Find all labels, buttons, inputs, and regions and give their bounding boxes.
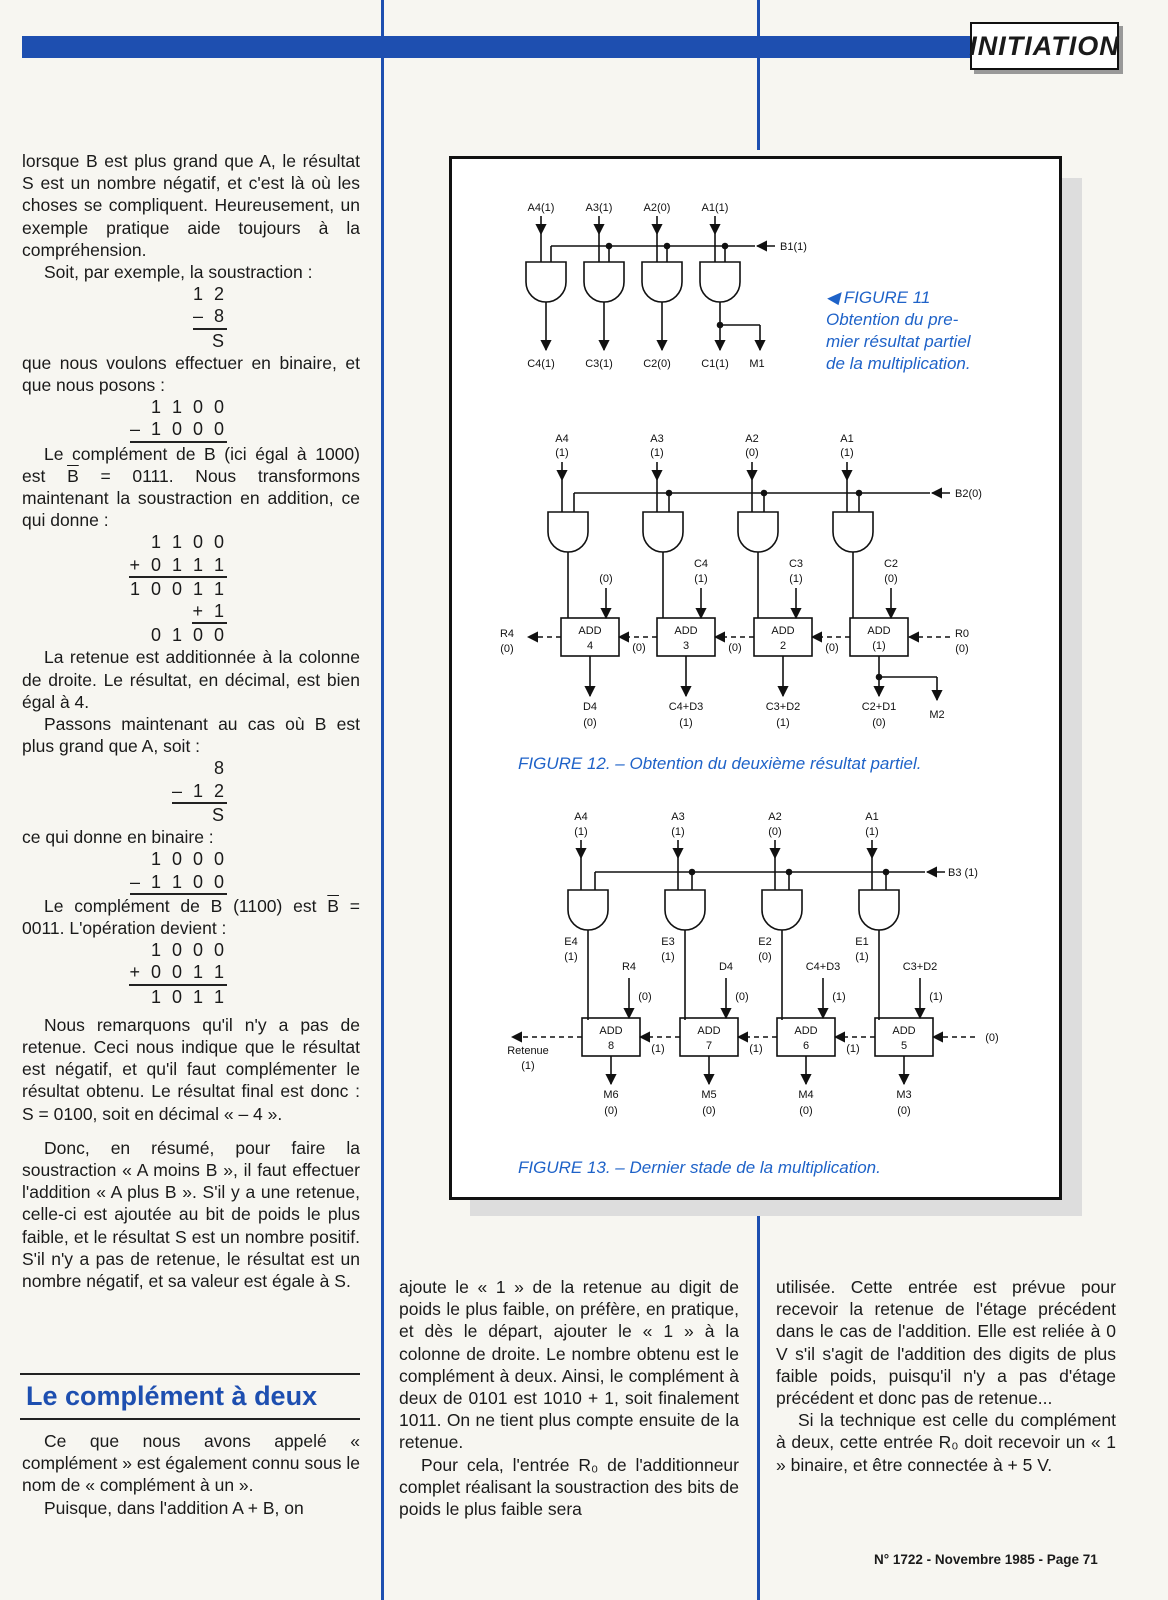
junction: [787, 870, 792, 875]
calculation-2: 1 1 0 0 – 1 0 0 0: [22, 396, 360, 442]
input-label: A4: [574, 811, 588, 823]
paragraph: Soit, par exemple, la soustraction :: [44, 262, 313, 283]
adder-label: (1): [872, 640, 886, 652]
adder-label: ADD: [599, 1025, 623, 1037]
output-label: (0): [604, 1105, 618, 1117]
calculation-6: 1 0 0 0 + 0 0 1 1 1 0 1 1: [129, 940, 227, 1007]
carry-label: C3: [788, 558, 804, 570]
input-label: A3: [650, 433, 664, 445]
paragraph: Pour cela, l'entrée R₀ de l'additionneur complet réalisant la soustraction des bits de poids le plus faible sera: [399, 1454, 739, 1520]
junction: [607, 244, 612, 249]
input-label: (0): [745, 447, 759, 459]
side-input-label: D4: [718, 961, 734, 973]
carry-label: (1): [789, 573, 803, 585]
output-label: C2(0): [643, 358, 671, 370]
paragraph: Passons maintenant au cas où B est plus grand que A, soit :: [22, 714, 360, 757]
side-input-label: C3+D2: [902, 961, 938, 973]
paragraph: Donc, en résumé, pour faire la soustraction « A moins B », il faut effectuer l'addition « A plus B ». S'il y a une retenue, celle-ci est ajoutée au bit de poids le plus faible, et le résultat S est un nombre positif. S'il n'y a pas de retenue, le résultat est un nombre négatif, et sa valeur est égale à S.: [22, 1137, 360, 1291]
and-gate: [700, 262, 740, 302]
carry-label: (0): [825, 642, 839, 654]
b-input-label: B3 (1): [948, 867, 978, 879]
adder-label: 2: [779, 640, 787, 652]
paragraph: Le complément de B (ici égal à 1000) est $\overline{B} = 0111$. Nous transformons maintenant la soustraction en addition, ce qui donne :: [22, 443, 360, 531]
m-output-label: M1: [749, 358, 765, 370]
input-label: (1): [840, 447, 854, 459]
figure-11-caption: ◀ FIGURE 11 Obtention du pre- mier résultat partiel de la multiplication.: [826, 288, 971, 373]
input-label: A2(0): [643, 202, 671, 214]
paragraph: lorsque B est plus grand que A, le résultat S est un nombre négatif, et c'est là où les choses se compliquent. Heureusement, un exemple pratique aide toujours à la compréhension.: [22, 151, 360, 260]
adder-label: 6: [802, 1040, 810, 1052]
e-label: (0): [758, 951, 772, 963]
figure-11-diagram: [526, 202, 807, 370]
side-input-label: (0): [735, 991, 749, 1003]
adder-label: 4: [586, 640, 594, 652]
junction: [723, 244, 728, 249]
output-label: (0): [702, 1105, 716, 1117]
carry-label: (0): [632, 642, 646, 654]
calculation-4: 8 – 1 2 S: [171, 758, 227, 825]
and-gate: [738, 512, 778, 552]
paragraph: que nous voulons effectuer en binaire, et que nous posons :: [22, 352, 360, 396]
output-label: (0): [897, 1105, 911, 1117]
e-label: E2: [758, 936, 772, 948]
junction: [884, 870, 889, 875]
adder-label: ADD: [867, 625, 891, 637]
calculation-3: 1 1 0 0 + 0 1 1 1 1 0 0 1 1 + 1 0 1 0 0: [129, 532, 227, 646]
input-label: (1): [574, 826, 588, 838]
adder-label: ADD: [578, 625, 602, 637]
output-label: (0): [583, 717, 597, 729]
paragraph: Nous remarquons qu'il n'y a pas de retenue. Ceci nous indique que le résultat est négatif, et qu'il faut complémenter le résultat obtenu. Le résultat final est donc : S = 0100, soit en décimal « – 4 ».: [22, 1014, 360, 1124]
output-label: C3(1): [585, 358, 613, 370]
carry-label: (1): [651, 1043, 665, 1055]
paragraph: La retenue est additionnée à la colonne de droite. Le résultat, en décimal, est bien égal à 4.: [22, 647, 360, 712]
adder-label: ADD: [794, 1025, 818, 1037]
paragraph: ajoute le « 1 » de la retenue au digit de poids le plus faible, on préfère, en pratique, et dès le départ, ajouter le « 1 » à la colonne de droite. Le nombre obtenu est le complément à deux. Ainsi, le complément à deux de 0101 est 1010 + 1, soit finalement 1011. On ne tient plus compte ensuite de la retenue.: [399, 1277, 739, 1453]
calculation-5: 1 0 0 0 – 1 1 0 0: [22, 848, 360, 894]
output-label: C4(1): [527, 358, 555, 370]
e-label: E3: [661, 936, 675, 948]
e-label: (1): [661, 951, 675, 963]
input-label: A1: [865, 811, 879, 823]
input-label: A1: [840, 433, 854, 445]
and-gate: [833, 512, 873, 552]
e-label: E1: [855, 936, 869, 948]
input-label: A1(1): [701, 202, 729, 214]
input-label: (1): [865, 826, 879, 838]
and-gate: [584, 262, 624, 302]
side-input-label: (1): [832, 991, 846, 1003]
junction: [762, 491, 767, 496]
e-label: (1): [564, 951, 578, 963]
side-input-label: (1): [929, 991, 943, 1003]
input-label: (1): [650, 447, 664, 459]
input-label: (1): [555, 447, 569, 459]
r-in-label: (0): [985, 1032, 999, 1044]
adder-label: 8: [607, 1040, 615, 1052]
m-output-label: M2: [929, 709, 945, 721]
figure-13-caption: FIGURE 13. – Dernier stade de la multiplication.: [518, 1158, 881, 1177]
side-input-label: (0): [638, 991, 652, 1003]
paragraph: utilisée. Cette entrée est prévue pour recevoir la retenue de l'étage précédent dans le cas de l'addition. Elle est reliée à 0 V s'il s'agit de l'addition des digits de plus faible poids, puisqu'il n'y a pas d'étage précédent et donc pas de retenue...: [776, 1277, 1116, 1409]
and-gate: [762, 890, 802, 930]
e-label: E4: [564, 936, 578, 948]
e-label: (1): [855, 951, 869, 963]
and-gate: [643, 512, 683, 552]
section-tag: INITIATION: [970, 22, 1119, 70]
and-gate: [526, 262, 566, 302]
b-input-label: B2(0): [955, 488, 982, 500]
input-label: (0): [768, 826, 782, 838]
b-input-label: B1(1): [780, 241, 807, 253]
output-label: (0): [872, 717, 886, 729]
output-label: M5: [701, 1089, 717, 1101]
retenue-label: (1): [521, 1060, 535, 1072]
paragraph: Ce que nous avons appelé « complément » est également connu sous le nom de « complément à un ».: [22, 1431, 360, 1496]
section-heading: Le complément à deux: [26, 1381, 318, 1411]
r-out-label: (0): [500, 643, 514, 655]
r-in-label: R0: [954, 628, 970, 640]
figure-13-diagram: [507, 811, 999, 1117]
r-out-label: R4: [499, 628, 515, 640]
output-label: C1(1): [701, 358, 729, 370]
output-label: (1): [776, 717, 790, 729]
output-label: (1): [679, 717, 693, 729]
junction: [690, 870, 695, 875]
figure-12-caption: FIGURE 12. – Obtention du deuxième résultat partiel.: [518, 754, 922, 773]
adder-label: 5: [900, 1040, 908, 1052]
paragraph: Si la technique est celle du complément à deux, cette entrée R₀ doit recevoir un « 1 » binaire, et être connectée à + 5 V.: [776, 1410, 1116, 1475]
carry-label: (0): [599, 573, 613, 585]
carry-label: (1): [846, 1043, 860, 1055]
output-label: M3: [896, 1089, 912, 1101]
adder-label: ADD: [892, 1025, 916, 1037]
input-label: A3(1): [585, 202, 613, 214]
carry-label: C2: [883, 558, 899, 570]
output-label: C3+D2: [765, 701, 801, 713]
carry-label: (1): [694, 573, 708, 585]
input-label: A4: [555, 433, 569, 445]
adder-label: 3: [682, 640, 690, 652]
adder-label: 7: [705, 1040, 713, 1052]
carry-label: C4: [693, 558, 709, 570]
adder-label: ADD: [674, 625, 698, 637]
and-gate: [642, 262, 682, 302]
carry-label: (0): [728, 642, 742, 654]
output-label: D4: [582, 701, 598, 713]
retenue-label: Retenue: [507, 1045, 549, 1057]
output-label: C4+D3: [668, 701, 704, 713]
input-label: A3: [671, 811, 685, 823]
output-label: M6: [603, 1089, 619, 1101]
junction: [857, 491, 862, 496]
output-label: C2+D1: [861, 701, 897, 713]
page-footer: N° 1722 - Novembre 1985 - Page 71: [874, 1552, 1098, 1567]
input-label: A4(1): [527, 202, 555, 214]
junction: [665, 244, 670, 249]
side-input-label: R4: [621, 961, 637, 973]
adder-label: ADD: [771, 625, 795, 637]
paragraph: Puisque, dans l'addition A + B, on: [44, 1497, 304, 1518]
paragraph: ce qui donne en binaire :: [22, 827, 214, 848]
input-label: (1): [671, 826, 685, 838]
r-in-label: (0): [955, 643, 969, 655]
and-gate: [665, 890, 705, 930]
paragraph: Le complément de B (1100) est $\overline{B} = 0011$. L'opération devient :: [22, 895, 360, 938]
and-gate: [859, 890, 899, 930]
output-label: (0): [799, 1105, 813, 1117]
figure-12-diagram: [500, 433, 982, 729]
carry-label: (1): [749, 1043, 763, 1055]
adder-label: ADD: [697, 1025, 721, 1037]
calculation-1: 1 2 – 8 S: [192, 284, 227, 351]
junction: [667, 491, 672, 496]
output-label: M4: [798, 1089, 814, 1101]
carry-label: (0): [884, 573, 898, 585]
and-gate: [548, 512, 588, 552]
side-input-label: C4+D3: [805, 961, 841, 973]
and-gate: [568, 890, 608, 930]
input-label: A2: [745, 433, 759, 445]
input-label: A2: [768, 811, 782, 823]
